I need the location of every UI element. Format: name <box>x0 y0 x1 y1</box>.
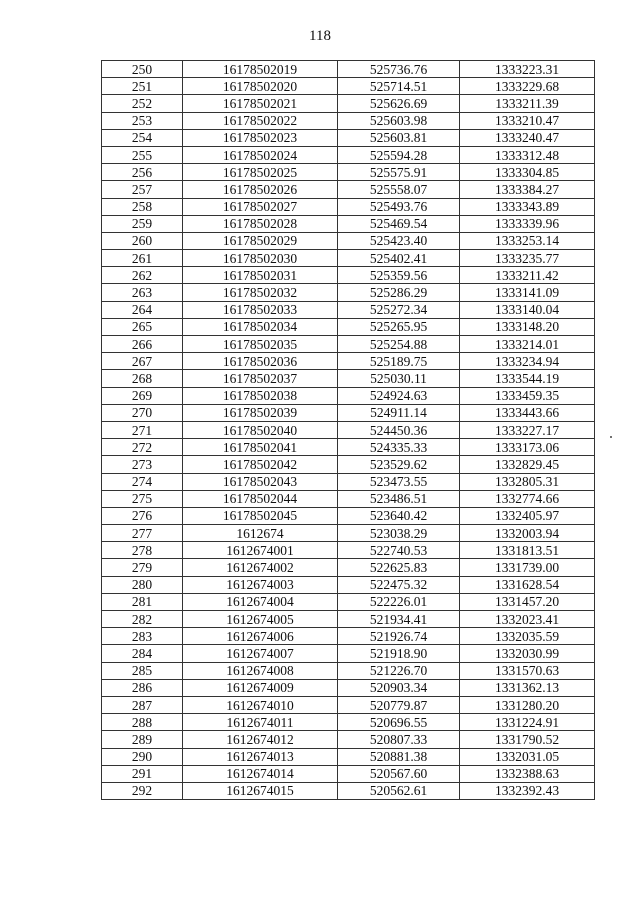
table-row <box>102 748 595 765</box>
table-row <box>102 404 595 421</box>
row-index-cell: 276 <box>102 507 183 524</box>
row-index-cell: 281 <box>102 593 183 610</box>
point-id-cell: 16178502041 <box>183 439 338 456</box>
table-row <box>102 146 595 163</box>
row-index-cell: 279 <box>102 559 183 576</box>
point-id-cell: 1612674005 <box>183 611 338 628</box>
y-coordinate-cell: 1332003.94 <box>460 525 595 542</box>
point-id-cell: 16178502045 <box>183 507 338 524</box>
y-coordinate-cell: 1333443.66 <box>460 404 595 421</box>
y-coordinate-cell: 1331739.00 <box>460 559 595 576</box>
table-row <box>102 112 595 129</box>
point-id-cell: 1612674006 <box>183 628 338 645</box>
y-coordinate-cell: 1333211.42 <box>460 267 595 284</box>
x-coordinate-cell: 525603.81 <box>338 129 460 146</box>
row-index-cell: 268 <box>102 370 183 387</box>
point-id-cell: 16178502043 <box>183 473 338 490</box>
row-index-cell: 283 <box>102 628 183 645</box>
y-coordinate-cell: 1333210.47 <box>460 112 595 129</box>
row-index-cell: 258 <box>102 198 183 215</box>
row-index-cell: 278 <box>102 542 183 559</box>
x-coordinate-cell: 520779.87 <box>338 696 460 713</box>
y-coordinate-cell: 1333211.39 <box>460 95 595 112</box>
page-number: 118 <box>309 28 331 44</box>
x-coordinate-cell: 521918.90 <box>338 645 460 662</box>
table-row <box>102 645 595 662</box>
row-index-cell: 264 <box>102 301 183 318</box>
x-coordinate-cell: 520567.60 <box>338 765 460 782</box>
x-coordinate-cell: 523486.51 <box>338 490 460 507</box>
x-coordinate-cell: 523529.62 <box>338 456 460 473</box>
point-id-cell: 16178502020 <box>183 78 338 95</box>
x-coordinate-cell: 520903.34 <box>338 679 460 696</box>
y-coordinate-cell: 1331224.91 <box>460 714 595 731</box>
y-coordinate-cell: 1333339.96 <box>460 215 595 232</box>
x-coordinate-cell: 521226.70 <box>338 662 460 679</box>
table-row <box>102 576 595 593</box>
table-row <box>102 318 595 335</box>
x-coordinate-cell: 525469.54 <box>338 215 460 232</box>
x-coordinate-cell: 525603.98 <box>338 112 460 129</box>
x-coordinate-cell: 525030.11 <box>338 370 460 387</box>
row-index-cell: 265 <box>102 318 183 335</box>
table-row <box>102 387 595 404</box>
row-index-cell: 289 <box>102 731 183 748</box>
table-row <box>102 714 595 731</box>
point-id-cell: 16178502026 <box>183 181 338 198</box>
row-index-cell: 252 <box>102 95 183 112</box>
point-id-cell: 1612674002 <box>183 559 338 576</box>
point-id-cell: 16178502030 <box>183 250 338 267</box>
point-id-cell: 16178502021 <box>183 95 338 112</box>
point-id-cell: 1612674009 <box>183 679 338 696</box>
coordinates-table <box>101 60 595 800</box>
point-id-cell: 16178502036 <box>183 353 338 370</box>
table-row <box>102 370 595 387</box>
table-row <box>102 301 595 318</box>
y-coordinate-cell: 1333223.31 <box>460 61 595 78</box>
table-row <box>102 232 595 249</box>
row-index-cell: 275 <box>102 490 183 507</box>
x-coordinate-cell: 524911.14 <box>338 404 460 421</box>
point-id-cell: 16178502025 <box>183 164 338 181</box>
point-id-cell: 16178502022 <box>183 112 338 129</box>
x-coordinate-cell: 525558.07 <box>338 181 460 198</box>
x-coordinate-cell: 525594.28 <box>338 146 460 163</box>
point-id-cell: 1612674003 <box>183 576 338 593</box>
point-id-cell: 1612674015 <box>183 782 338 799</box>
point-id-cell: 1612674004 <box>183 593 338 610</box>
point-id-cell: 16178502042 <box>183 456 338 473</box>
table-row <box>102 164 595 181</box>
table-row <box>102 284 595 301</box>
row-index-cell: 256 <box>102 164 183 181</box>
x-coordinate-cell: 525286.29 <box>338 284 460 301</box>
y-coordinate-cell: 1332405.97 <box>460 507 595 524</box>
coordinates-table-body <box>102 61 595 800</box>
row-index-cell: 287 <box>102 696 183 713</box>
row-index-cell: 286 <box>102 679 183 696</box>
x-coordinate-cell: 523473.55 <box>338 473 460 490</box>
row-index-cell: 255 <box>102 146 183 163</box>
x-coordinate-cell: 525189.75 <box>338 353 460 370</box>
point-id-cell: 1612674014 <box>183 765 338 782</box>
table-row <box>102 456 595 473</box>
y-coordinate-cell: 1333227.17 <box>460 421 595 438</box>
table-row <box>102 267 595 284</box>
point-id-cell: 1612674 <box>183 525 338 542</box>
row-index-cell: 266 <box>102 336 183 353</box>
x-coordinate-cell: 525272.34 <box>338 301 460 318</box>
point-id-cell: 1612674012 <box>183 731 338 748</box>
point-id-cell: 1612674007 <box>183 645 338 662</box>
row-index-cell: 259 <box>102 215 183 232</box>
table-row <box>102 473 595 490</box>
y-coordinate-cell: 1333253.14 <box>460 232 595 249</box>
y-coordinate-cell: 1331790.52 <box>460 731 595 748</box>
y-coordinate-cell: 1331362.13 <box>460 679 595 696</box>
point-id-cell: 16178502044 <box>183 490 338 507</box>
y-coordinate-cell: 1333214.01 <box>460 336 595 353</box>
table-row <box>102 336 595 353</box>
row-index-cell: 280 <box>102 576 183 593</box>
y-coordinate-cell: 1333173.06 <box>460 439 595 456</box>
table-row <box>102 61 595 78</box>
x-coordinate-cell: 522475.32 <box>338 576 460 593</box>
y-coordinate-cell: 1331813.51 <box>460 542 595 559</box>
row-index-cell: 291 <box>102 765 183 782</box>
y-coordinate-cell: 1332774.66 <box>460 490 595 507</box>
table-row <box>102 181 595 198</box>
point-id-cell: 16178502033 <box>183 301 338 318</box>
x-coordinate-cell: 525359.56 <box>338 267 460 284</box>
y-coordinate-cell: 1333140.04 <box>460 301 595 318</box>
y-coordinate-cell: 1333312.48 <box>460 146 595 163</box>
x-coordinate-cell: 521926.74 <box>338 628 460 645</box>
x-coordinate-cell: 522625.83 <box>338 559 460 576</box>
point-id-cell: 16178502027 <box>183 198 338 215</box>
y-coordinate-cell: 1333141.09 <box>460 284 595 301</box>
row-index-cell: 270 <box>102 404 183 421</box>
x-coordinate-cell: 525402.41 <box>338 250 460 267</box>
x-coordinate-cell: 525575.91 <box>338 164 460 181</box>
x-coordinate-cell: 525493.76 <box>338 198 460 215</box>
point-id-cell: 16178502039 <box>183 404 338 421</box>
table-row <box>102 215 595 232</box>
row-index-cell: 263 <box>102 284 183 301</box>
table-row <box>102 628 595 645</box>
row-index-cell: 254 <box>102 129 183 146</box>
table-row <box>102 525 595 542</box>
x-coordinate-cell: 525626.69 <box>338 95 460 112</box>
point-id-cell: 16178502032 <box>183 284 338 301</box>
point-id-cell: 16178502023 <box>183 129 338 146</box>
point-id-cell: 1612674001 <box>183 542 338 559</box>
y-coordinate-cell: 1331280.20 <box>460 696 595 713</box>
y-coordinate-cell: 1332829.45 <box>460 456 595 473</box>
x-coordinate-cell: 520696.55 <box>338 714 460 731</box>
point-id-cell: 1612674013 <box>183 748 338 765</box>
x-coordinate-cell: 523640.42 <box>338 507 460 524</box>
x-coordinate-cell: 525254.88 <box>338 336 460 353</box>
row-index-cell: 260 <box>102 232 183 249</box>
point-id-cell: 16178502019 <box>183 61 338 78</box>
table-row <box>102 421 595 438</box>
point-id-cell: 1612674011 <box>183 714 338 731</box>
row-index-cell: 273 <box>102 456 183 473</box>
row-index-cell: 262 <box>102 267 183 284</box>
x-coordinate-cell: 520881.38 <box>338 748 460 765</box>
table-row <box>102 353 595 370</box>
x-coordinate-cell: 525423.40 <box>338 232 460 249</box>
x-coordinate-cell: 520807.33 <box>338 731 460 748</box>
row-index-cell: 284 <box>102 645 183 662</box>
y-coordinate-cell: 1333304.85 <box>460 164 595 181</box>
y-coordinate-cell: 1333240.47 <box>460 129 595 146</box>
row-index-cell: 292 <box>102 782 183 799</box>
y-coordinate-cell: 1332035.59 <box>460 628 595 645</box>
y-coordinate-cell: 1331570.63 <box>460 662 595 679</box>
table-row <box>102 507 595 524</box>
point-id-cell: 1612674010 <box>183 696 338 713</box>
y-coordinate-cell: 1332388.63 <box>460 765 595 782</box>
y-coordinate-cell: 1332031.05 <box>460 748 595 765</box>
y-coordinate-cell: 1333384.27 <box>460 181 595 198</box>
stray-mark <box>610 436 612 438</box>
y-coordinate-cell: 1333459.35 <box>460 387 595 404</box>
point-id-cell: 16178502029 <box>183 232 338 249</box>
table-row <box>102 95 595 112</box>
table-row <box>102 782 595 799</box>
y-coordinate-cell: 1333148.20 <box>460 318 595 335</box>
row-index-cell: 285 <box>102 662 183 679</box>
table-row <box>102 129 595 146</box>
x-coordinate-cell: 524924.63 <box>338 387 460 404</box>
x-coordinate-cell: 523038.29 <box>338 525 460 542</box>
x-coordinate-cell: 522740.53 <box>338 542 460 559</box>
y-coordinate-cell: 1333343.89 <box>460 198 595 215</box>
x-coordinate-cell: 524450.36 <box>338 421 460 438</box>
row-index-cell: 288 <box>102 714 183 731</box>
table-row <box>102 593 595 610</box>
point-id-cell: 16178502034 <box>183 318 338 335</box>
x-coordinate-cell: 525736.76 <box>338 61 460 78</box>
row-index-cell: 282 <box>102 611 183 628</box>
row-index-cell: 277 <box>102 525 183 542</box>
y-coordinate-cell: 1333229.68 <box>460 78 595 95</box>
table-row <box>102 731 595 748</box>
y-coordinate-cell: 1332023.41 <box>460 611 595 628</box>
row-index-cell: 253 <box>102 112 183 129</box>
x-coordinate-cell: 520562.61 <box>338 782 460 799</box>
point-id-cell: 16178502028 <box>183 215 338 232</box>
row-index-cell: 257 <box>102 181 183 198</box>
row-index-cell: 290 <box>102 748 183 765</box>
y-coordinate-cell: 1333234.94 <box>460 353 595 370</box>
row-index-cell: 269 <box>102 387 183 404</box>
table-row <box>102 765 595 782</box>
table-row <box>102 611 595 628</box>
row-index-cell: 272 <box>102 439 183 456</box>
x-coordinate-cell: 525714.51 <box>338 78 460 95</box>
x-coordinate-cell: 524335.33 <box>338 439 460 456</box>
table-row <box>102 198 595 215</box>
x-coordinate-cell: 522226.01 <box>338 593 460 610</box>
point-id-cell: 16178502038 <box>183 387 338 404</box>
point-id-cell: 16178502024 <box>183 146 338 163</box>
table-row <box>102 78 595 95</box>
y-coordinate-cell: 1332030.99 <box>460 645 595 662</box>
row-index-cell: 274 <box>102 473 183 490</box>
table-row <box>102 559 595 576</box>
row-index-cell: 251 <box>102 78 183 95</box>
table-row <box>102 542 595 559</box>
table-row <box>102 662 595 679</box>
y-coordinate-cell: 1331457.20 <box>460 593 595 610</box>
table-row <box>102 679 595 696</box>
point-id-cell: 16178502031 <box>183 267 338 284</box>
y-coordinate-cell: 1331628.54 <box>460 576 595 593</box>
point-id-cell: 16178502035 <box>183 336 338 353</box>
y-coordinate-cell: 1333235.77 <box>460 250 595 267</box>
y-coordinate-cell: 1332805.31 <box>460 473 595 490</box>
table-row <box>102 250 595 267</box>
row-index-cell: 271 <box>102 421 183 438</box>
y-coordinate-cell: 1333544.19 <box>460 370 595 387</box>
point-id-cell: 16178502040 <box>183 421 338 438</box>
table-row <box>102 696 595 713</box>
table-row <box>102 490 595 507</box>
point-id-cell: 16178502037 <box>183 370 338 387</box>
y-coordinate-cell: 1332392.43 <box>460 782 595 799</box>
table-row <box>102 439 595 456</box>
x-coordinate-cell: 521934.41 <box>338 611 460 628</box>
row-index-cell: 250 <box>102 61 183 78</box>
row-index-cell: 267 <box>102 353 183 370</box>
row-index-cell: 261 <box>102 250 183 267</box>
point-id-cell: 1612674008 <box>183 662 338 679</box>
x-coordinate-cell: 525265.95 <box>338 318 460 335</box>
